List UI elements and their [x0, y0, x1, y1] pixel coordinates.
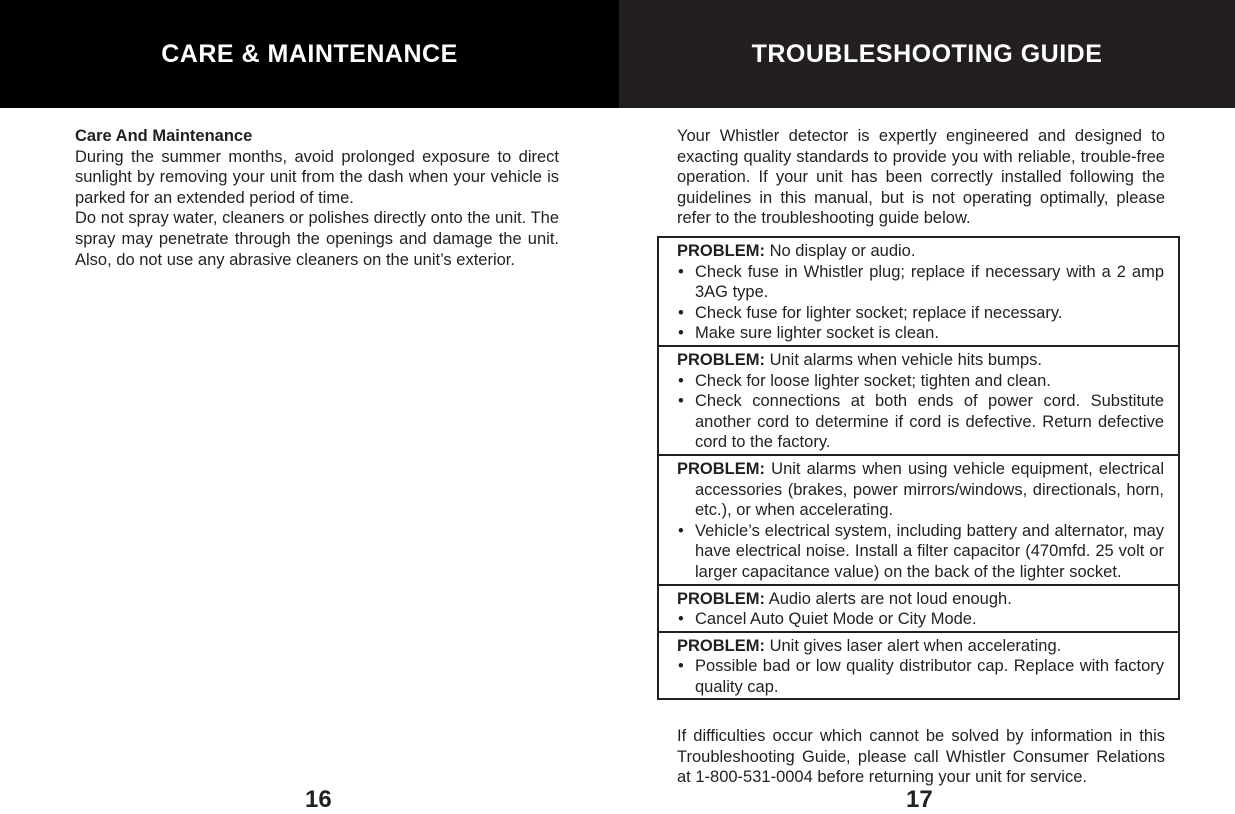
- bullet: •: [678, 324, 684, 343]
- problem-text: Unit alarms when using vehicle equipment, electrical accessories (brakes, power mirrors/windows, directionals, horn, etc.), or when accelerating.: [695, 459, 1164, 520]
- problem-label: PROBLEM:: [677, 589, 765, 608]
- solution-text: Make sure lighter socket is clean.: [695, 324, 939, 343]
- solution-item: [677, 262, 1164, 303]
- problem-text: No display or audio.: [769, 242, 916, 260]
- left-page-header: [0, 0, 619, 108]
- problem-title: [677, 589, 1164, 610]
- problem-title: [677, 241, 1164, 262]
- problem-block: [659, 345, 1178, 454]
- problem-block: [659, 238, 1178, 345]
- solution-item: [677, 323, 1164, 344]
- solution-list: [677, 262, 1164, 344]
- solution-list: [677, 371, 1164, 453]
- solution-item: [677, 371, 1164, 392]
- problem-block: [659, 454, 1178, 584]
- solution-text: Cancel Auto Quiet Mode or City Mode.: [695, 610, 977, 629]
- footer-note: If difficulties occur which cannot be solved by information in this Troubleshooting Guide, please call Whistler Consumer Relations at 1-800-531-0004 before returning your unit for service.: [677, 727, 1165, 787]
- bullet: •: [678, 392, 684, 411]
- solution-text: Check for loose lighter socket; tighten and clean.: [695, 371, 1051, 390]
- page-number-left: 16: [305, 786, 332, 813]
- bullet: •: [678, 262, 684, 281]
- solution-item: [677, 521, 1164, 583]
- left-header-title: CARE & MAINTENANCE: [161, 39, 458, 68]
- solution-item: [677, 303, 1164, 324]
- care-paragraph-2: Do not spray water, cleaners or polishes directly onto the unit. The spray may penetrate through the openings and damage the unit. Also, do not use any abrasive cleaners on the unit’s exterior.: [75, 209, 559, 269]
- solution-text: Check connections at both ends of power cord. Substitute another cord to determine if cord is defective. Return defective cord to the factory.: [695, 392, 1164, 452]
- problem-text: Unit alarms when vehicle hits bumps.: [769, 350, 1042, 369]
- troubleshooting-table: [657, 236, 1180, 700]
- bullet: •: [678, 610, 684, 629]
- right-page-header: [619, 0, 1235, 108]
- right-header-title: TROUBLESHOOTING GUIDE: [751, 39, 1103, 68]
- problem-title: [677, 459, 1164, 521]
- solution-text: Check fuse for lighter socket; replace if necessary.: [695, 303, 1063, 322]
- intro-paragraph: Your Whistler detector is expertly engineered and designed to exacting quality standards to provide you with reliable, trouble-free operation. If your unit has been correctly installed following the guidelines in this manual, but is not operating optimally, please refer to the troubleshooting guide below.: [677, 127, 1165, 228]
- problem-title: [677, 636, 1164, 657]
- problem-label: PROBLEM:: [677, 242, 765, 260]
- solution-text: Vehicle’s electrical system, including battery and alternator, may have electrical noise. Install a filter capacitor (470mfd. 25 volt or larger capacitance value) on the back of the lighter socket.: [695, 521, 1164, 581]
- problem-block: [659, 631, 1178, 699]
- care-paragraph-1: During the summer months, avoid prolonged exposure to direct sunlight by removing your unit from the dash when your vehicle is parked for an extended period of time.: [75, 147, 559, 207]
- bullet: •: [678, 303, 684, 322]
- solution-text: Check fuse in Whistler plug; replace if necessary with a 2 amp 3AG type.: [695, 262, 1164, 302]
- solution-item: [677, 656, 1164, 697]
- solution-text: Possible bad or low quality distributor cap. Replace with factory quality cap.: [695, 657, 1164, 696]
- solution-list: [677, 609, 1164, 630]
- page-number-right: 17: [906, 786, 933, 813]
- problem-text: Audio alerts are not loud enough.: [768, 589, 1012, 608]
- solution-list: [677, 656, 1164, 697]
- problem-label: PROBLEM:: [677, 459, 765, 478]
- bullet: •: [678, 657, 684, 676]
- problem-block: [659, 584, 1178, 631]
- solution-item: [677, 609, 1164, 630]
- solution-item: [677, 391, 1164, 453]
- problem-title: [677, 350, 1164, 371]
- solution-list: [677, 521, 1164, 583]
- care-section: [75, 126, 559, 270]
- bullet: •: [678, 521, 684, 540]
- bullet: •: [678, 371, 684, 390]
- troubleshooting-intro: [677, 126, 1165, 229]
- care-heading: Care And Maintenance: [75, 127, 253, 145]
- problem-label: PROBLEM:: [677, 350, 765, 369]
- problem-text: Unit gives laser alert when accelerating.: [769, 636, 1062, 655]
- problem-label: PROBLEM:: [677, 636, 765, 655]
